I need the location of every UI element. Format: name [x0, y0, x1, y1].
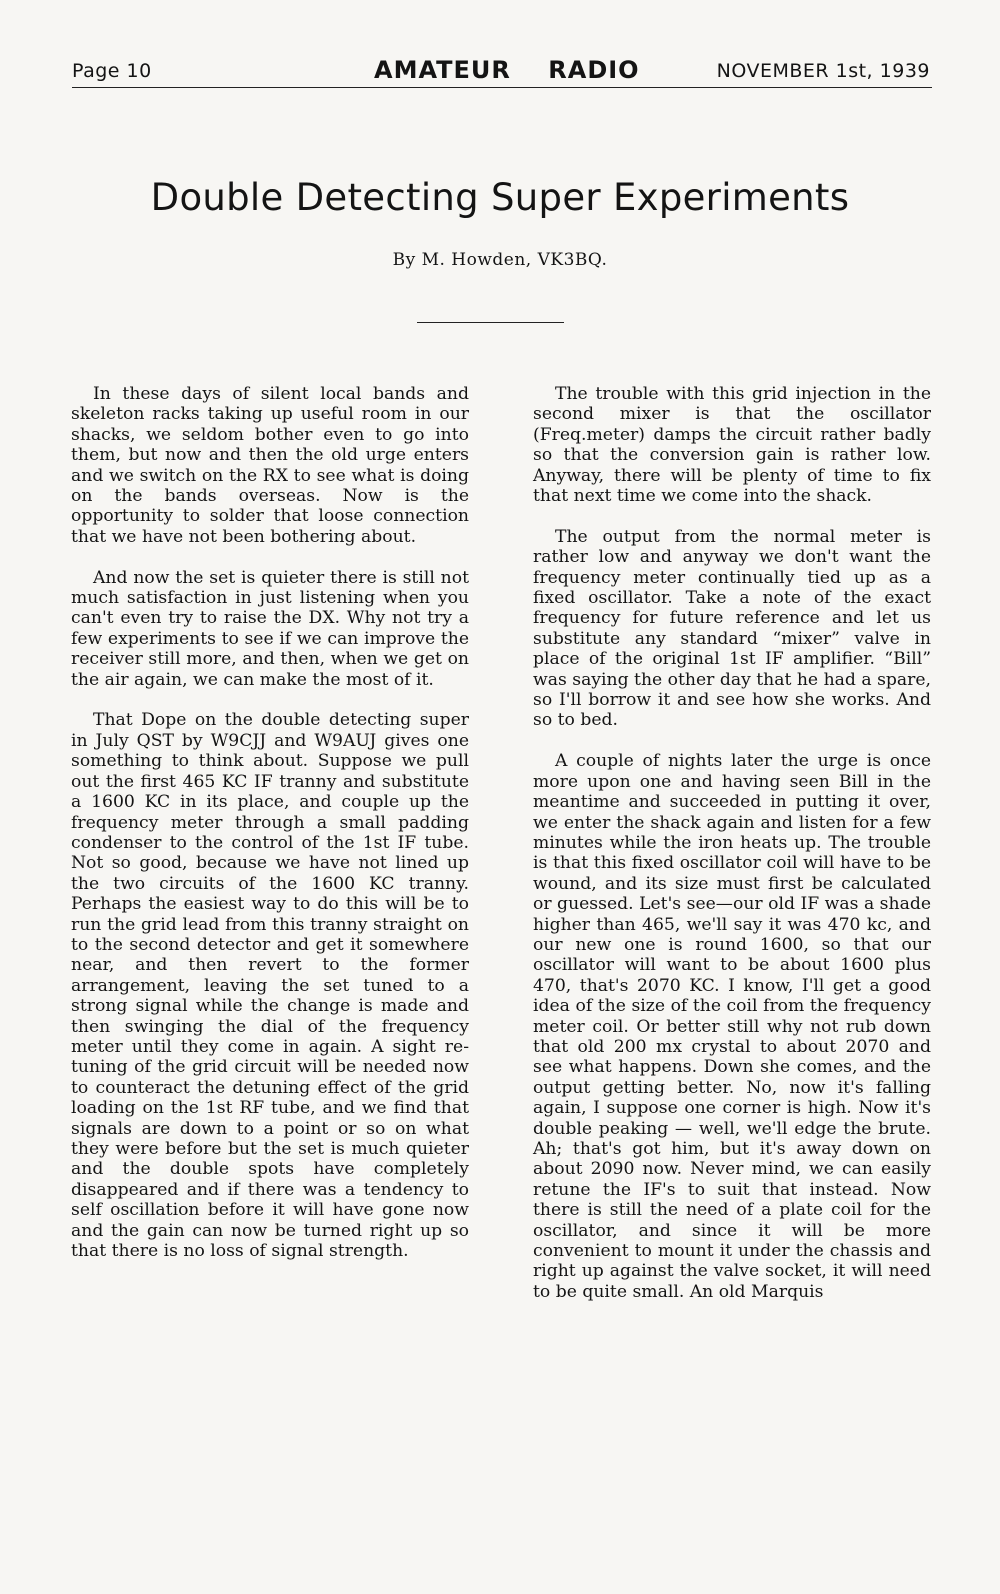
paragraph: In these days of silent local bands and skeleton racks taking up useful room in our shacks, we seldom bother even to go into them, but now and then the old urge enters and we switch on the RX to see what is doing on the bands overseas. Now is the opportunity to solder that loose connection that we have not been bothering about. — [71, 384, 469, 547]
right-column — [533, 384, 931, 1323]
title-divider — [417, 322, 564, 323]
issue-date: NOVEMBER 1st, 1939 — [716, 60, 930, 82]
paragraph: A couple of nights later the urge is once more upon one and having seen Bill in the meantime and succeeded in putting it over, we enter the shack again and listen for a few minutes while the iron heats up. The trouble is that this fixed oscillator coil will have to be wound, and its size must first be calculated or guessed. Let's see—our old IF was a shade higher than 465, we'll say it was 470 kc, and our new one is round 1600, so that our oscillator will want to be about 1600 plus 470, that's 2070 KC. I know, I'll get a good idea of the size of the coil from the frequency meter coil. Or better still why not rub down that old 200 mx crystal to about 2070 and see what happens. Down she comes, and the output getting better. No, now it's falling again, I suppose one corner is high. Now it's double peaking — well, we'll edge the brute. Ah; that's got him, but it's away down on about 2090 now. Never mind, we can easily retune the IF's to suit that instead. Now there is still the need of a plate coil for the oscillator, and since it will be more convenient to mount it under the chassis and right up against the valve socket, it will need to be quite small. An old Marquis — [533, 751, 931, 1302]
page-header — [72, 56, 930, 86]
paragraph: And now the set is quieter there is still not much satisfaction in just listening when you can't even try to raise the DX. Why not try a few experiments to see if we can improve the receiver still more, and then, when we get on the air again, we can make the most of it. — [71, 567, 469, 690]
page-number: Page 10 — [72, 60, 152, 82]
paragraph: That Dope on the double detecting super in July QST by W9CJJ and W9AUJ gives one something to think about. Suppose we pull out the first 465 KC IF tranny and substitute a 1600 KC in its place, and couple up the frequency meter through a small padding condenser to the control of the 1st IF tube. Not so good, because we have not lined up the two circuits of the 1600 KC tranny. Perhaps the easiest way to do this will be to run the grid lead from this tranny straight on to the second detector and get it somewhere near, and then revert to the former arrangement, leaving the set tuned to a strong signal while the change is made and then swinging the dial of the frequency meter until they come in again. A sight re-tuning of the grid circuit will be needed now to counteract the detuning effect of the grid loading on the 1st RF tube, and we find that signals are down to a point or so on what they were before but the set is much quieter and the double spots have completely disappeared and if there was a tendency to self oscillation before it will have gone now and the gain can now be turned right up so that there is no loss of signal strength. — [71, 710, 469, 1262]
article-byline: By M. Howden, VK3BQ. — [392, 250, 608, 270]
magazine-name: AMATEUR RADIO — [374, 56, 640, 84]
paragraph: The output from the normal meter is rather low and anyway we don't want the frequency meter continually tied up as a fixed oscillator. Take a note of the exact frequency for future reference and let us substitute any standard “mixer” valve in place of the original 1st IF amplifier. “Bill” was saying the other day that he had a spare, so I'll borrow it and see how she works. And so to bed. — [533, 526, 931, 731]
article-title: Double Detecting Super Experiments — [150, 176, 850, 219]
header-rule — [72, 87, 932, 88]
paragraph: The trouble with this grid injection in the second mixer is that the oscillator (Freq.meter) damps the circuit rather badly so that the conversion gain is rather low. Anyway, there will be plenty of time to fix that next time we come into the shack. — [533, 384, 931, 507]
left-column — [71, 384, 469, 1282]
